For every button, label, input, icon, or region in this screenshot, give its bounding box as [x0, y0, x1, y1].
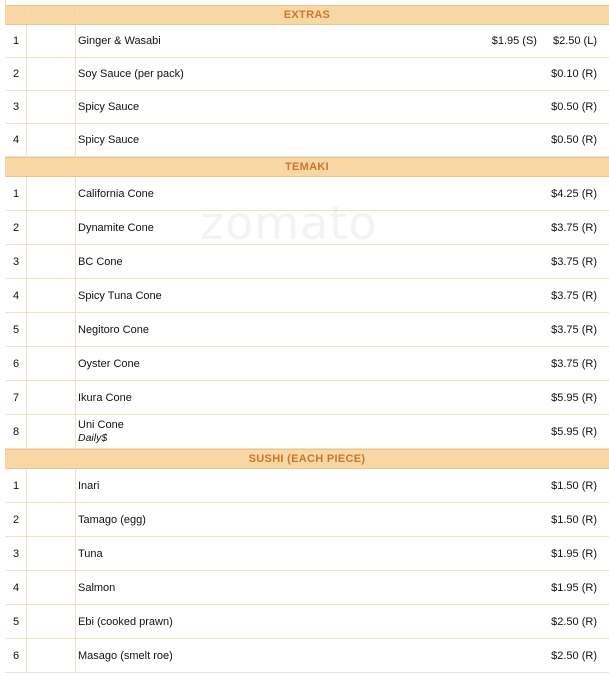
item-price: $1.50 (R)	[551, 513, 597, 526]
menu-row	[5, 503, 609, 537]
blank-cell	[27, 177, 76, 210]
item-price-cell	[551, 279, 609, 312]
item-name: Spicy Sauce	[78, 134, 140, 146]
item-number: 4	[5, 571, 27, 604]
item-price: $3.75 (R)	[551, 357, 597, 370]
menu-row	[5, 639, 609, 673]
blank-cell	[27, 91, 76, 123]
item-name-cell	[76, 211, 551, 244]
item-price-cell	[551, 469, 609, 502]
menu-row	[5, 211, 609, 245]
item-name: Spicy Sauce	[78, 101, 140, 113]
menu-row	[5, 313, 609, 347]
menu-row	[5, 571, 609, 605]
menu-row	[5, 279, 609, 313]
item-price-cell	[551, 313, 609, 346]
item-number: 8	[5, 415, 27, 448]
item-price: $1.95 (R)	[551, 547, 597, 560]
item-price: $3.75 (R)	[551, 289, 597, 302]
blank-cell	[27, 605, 76, 638]
menu-row	[5, 245, 609, 279]
section-header: SUSHI (EACH PIECE)	[5, 449, 609, 469]
item-number: 1	[5, 469, 27, 502]
item-number: 3	[5, 91, 27, 123]
item-name-cell	[76, 381, 551, 414]
item-name-cell	[76, 91, 551, 123]
item-price: $1.95 (R)	[551, 581, 597, 594]
item-number: 5	[5, 313, 27, 346]
item-name: Oyster Cone	[78, 357, 140, 370]
item-price: $4.25 (R)	[551, 187, 597, 200]
item-name-cell	[76, 58, 551, 90]
item-number: 2	[5, 211, 27, 244]
blank-cell	[27, 537, 76, 570]
item-price-cell	[551, 381, 609, 414]
menu-row	[5, 25, 609, 58]
item-name: Masago (smelt roe)	[78, 649, 173, 662]
item-number: 5	[5, 605, 27, 638]
item-number: 3	[5, 245, 27, 278]
item-name: Spicy Tuna Cone	[78, 289, 162, 302]
blank-cell	[27, 571, 76, 604]
item-name-cell	[76, 605, 551, 638]
item-price: $5.95 (R)	[551, 425, 597, 438]
blank-cell	[27, 381, 76, 414]
item-name-cell	[76, 279, 551, 312]
watermark: zomato	[200, 196, 378, 250]
item-name-cell	[76, 571, 551, 604]
item-number: 4	[5, 279, 27, 312]
item-name-cell	[76, 537, 551, 570]
item-number: 6	[5, 639, 27, 672]
item-price-cell	[551, 177, 609, 210]
item-price: $2.50 (R)	[551, 615, 597, 628]
item-price: $0.50 (R)	[551, 101, 597, 113]
item-price: $0.10 (R)	[551, 68, 597, 80]
blank-cell	[27, 347, 76, 380]
item-name-cell	[76, 245, 551, 278]
item-price: $5.95 (R)	[551, 391, 597, 404]
item-price-cell	[551, 347, 609, 380]
item-name-cell	[76, 124, 551, 156]
item-number: 6	[5, 347, 27, 380]
blank-cell	[27, 639, 76, 672]
item-name: Inari	[78, 479, 100, 492]
item-name: Dynamite Cone	[78, 221, 154, 234]
item-number: 1	[5, 25, 27, 57]
item-number: 4	[5, 124, 27, 156]
item-price: $1.50 (R)	[551, 479, 597, 492]
blank-cell	[27, 58, 76, 90]
item-number: 3	[5, 537, 27, 570]
section-header: TEMAKI	[5, 157, 609, 177]
item-price-cell	[551, 605, 609, 638]
item-price-cell	[551, 124, 609, 156]
item-name-cell	[76, 313, 551, 346]
item-price-cell	[551, 571, 609, 604]
item-price-cell	[551, 211, 609, 244]
item-number: 2	[5, 58, 27, 90]
blank-cell	[27, 415, 76, 448]
item-price-cell	[492, 25, 609, 57]
item-price: $1.95 (S)	[491, 35, 537, 47]
blank-cell	[27, 25, 76, 57]
blank-cell	[27, 211, 76, 244]
item-name: California Cone	[78, 187, 154, 200]
item-price: $0.50 (R)	[551, 134, 597, 146]
item-name: Uni Cone	[78, 419, 124, 431]
item-number: 1	[5, 177, 27, 210]
menu-row	[5, 415, 609, 449]
blank-cell	[27, 313, 76, 346]
item-price-cell	[551, 245, 609, 278]
item-name-cell	[76, 347, 551, 380]
item-price: $2.50 (R)	[551, 649, 597, 662]
blank-cell	[27, 124, 76, 156]
item-number: 7	[5, 381, 27, 414]
menu-row	[5, 381, 609, 415]
blank-cell	[27, 279, 76, 312]
item-price-cell	[551, 639, 609, 672]
item-name-cell	[76, 415, 551, 448]
section-header: EXTRAS	[5, 5, 609, 25]
item-name: Ikura Cone	[78, 391, 132, 404]
item-name-cell	[76, 503, 551, 536]
item-price-cell	[551, 91, 609, 123]
item-name: Ebi (cooked prawn)	[78, 615, 173, 628]
item-number: 2	[5, 503, 27, 536]
menu-row	[5, 469, 609, 503]
blank-cell	[27, 469, 76, 502]
menu-row	[5, 124, 609, 157]
item-name-cell	[76, 25, 492, 57]
item-name: Salmon	[78, 581, 116, 594]
item-price-cell	[551, 58, 609, 90]
item-price-cell	[551, 537, 609, 570]
blank-cell	[27, 245, 76, 278]
item-name-cell	[76, 177, 551, 210]
item-name: Tamago (egg)	[78, 513, 146, 526]
menu-row	[5, 605, 609, 639]
item-price: $3.75 (R)	[551, 221, 597, 234]
menu-row	[5, 347, 609, 381]
item-price: $2.50 (L)	[552, 35, 597, 47]
item-price: $3.75 (R)	[551, 323, 597, 336]
item-name: Negitoro Cone	[78, 323, 149, 336]
item-name-cell	[76, 469, 551, 502]
item-name: Ginger & Wasabi	[78, 35, 161, 47]
menu-row	[5, 58, 609, 91]
item-price-cell	[551, 503, 609, 536]
menu-row	[5, 537, 609, 571]
item-note: Daily$	[78, 432, 108, 444]
menu-row	[5, 91, 609, 124]
item-name: Soy Sauce (per pack)	[78, 68, 184, 80]
menu-row	[5, 177, 609, 211]
item-price: $3.75 (R)	[551, 255, 597, 268]
item-name: Tuna	[78, 547, 103, 560]
blank-cell	[27, 503, 76, 536]
item-name-cell	[76, 639, 551, 672]
item-price-cell	[551, 415, 609, 448]
item-name: BC Cone	[78, 255, 123, 268]
menu-table	[5, 0, 609, 673]
